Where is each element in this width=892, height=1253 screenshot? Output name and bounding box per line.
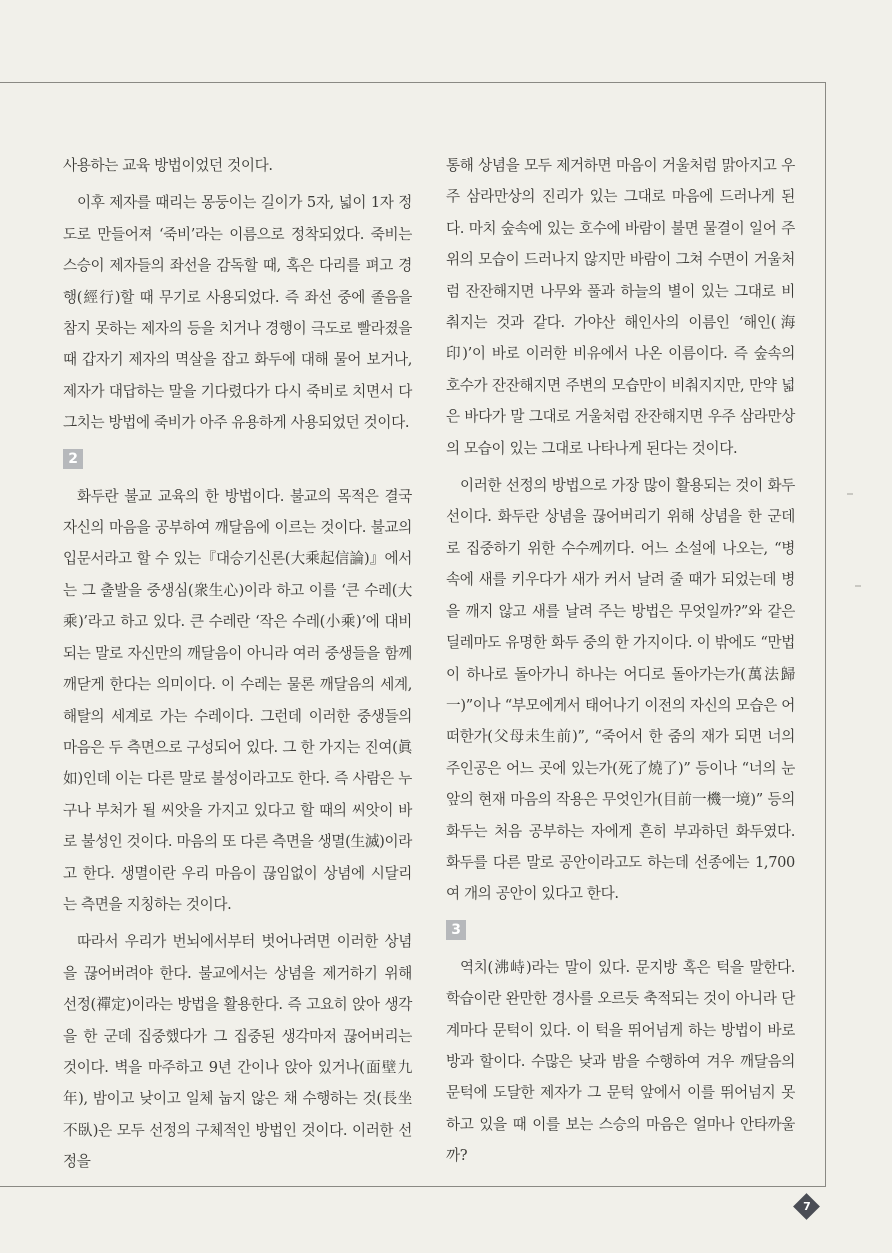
edge-mark [847, 493, 853, 495]
paragraph: 이러한 선정의 방법으로 가장 많이 활용되는 것이 화두선이다. 화두란 상념을 끊어버리기 위해 상념을 한 군데로 집중하기 위한 수수께끼다. 어느 소설에 나오는, “병 속에 새를 키우다가 새가 커서 날려 줄 때가 되었는데 병을 깨지 않고 새를 날려 주는 방법은 무엇일까?”와 같은 딜레마도 유명한 화두 중의 한 가지이다. 이 밖에도 “만법이 하나로 돌아가니 하나는 어디로 돌아가는가(萬法歸一)”이나 “부모에게서 태어나기 이전의 자신의 모습은 어떠한가(父母未生前)”, “죽어서 한 줌의 재가 되면 너의 주인공은 어느 곳에 있는가(死了燒了)” 등이나 “너의 눈 앞의 현재 마음의 작용은 무엇인가(目前一機一境)” 등의 화두는 처음 공부하는 자에게 흔히 부과하던 화두였다. 화두를 다른 말로 공안이라고도 하는데 선종에는 1,700여 개의 공안이 있다고 한다. [446, 477, 795, 903]
paragraph: 이후 제자를 때리는 몽둥이는 길이가 5자, 넓이 1자 정도로 만들어져 ‘죽비’라는 이름으로 정착되었다. 죽비는 스승이 제자들의 좌선을 감독할 때, 혹은 다리를 펴고 경행(經行)할 때 무기로 사용되었다. 즉 좌선 중에 졸음을 참지 못하는 제자의 등을 치거나 경행이 극도로 빨라졌을 때 갑자기 제자의 멱살을 잡고 화두에 대해 물어 보거나, 제자가 대답하는 말을 기다렸다가 다시 죽비로 치면서 다그치는 방법에 죽비가 아주 유용하게 사용되었던 것이다. [63, 194, 412, 432]
edge-mark [855, 585, 861, 587]
paragraph: 역치(沸峙)라는 말이 있다. 문지방 혹은 턱을 말한다. 학습이란 완만한 경사를 오르듯 축적되는 것이 아니라 단계마다 문턱이 있다. 이 턱을 뛰어넘게 하는 방법이 바로 방과 할이다. 수많은 낮과 밤을 수행하여 겨우 깨달음의 문턱에 도달한 제자가 그 문턱 앞에서 이를 뛰어넘지 못하고 있을 때 이를 보는 스승의 마음은 얼마나 안타까울까? [446, 958, 795, 1165]
paragraph: 사용하는 교육 방법이었던 것이다. [63, 157, 273, 174]
paragraph: 통해 상념을 모두 제거하면 마음이 거울처럼 맑아지고 우주 삼라만상의 진리가 있는 그대로 마음에 드러나게 된다. 마치 숲속에 있는 호수에 바람이 불면 물결이 일어 주위의 모습이 드러나지 않지만 바람이 그쳐 수면이 거울처럼 잔잔해지면 나무와 풀과 하늘의 별이 있는 그대로 비춰지는 것과 같다. 가야산 해인사의 이름인 ‘해인(海印)’이 바로 이러한 비유에서 나온 이름이다. 즉 숲속의 호수가 잔잔해지면 주변의 모습만이 비춰지지만, 만약 넓은 바다가 말 그대로 거울처럼 잔잔해지면 우주 삼라만상의 모습이 있는 그대로 나타나게 된다는 것이다. [446, 157, 795, 457]
paragraph: 화두란 불교 교육의 한 방법이다. 불교의 목적은 결국 자신의 마음을 공부하여 깨달음에 이르는 것이다. 불교의 입문서라고 할 수 있는『대승기신론(大乘起信論)』에서는 그 출발을 중생심(衆生心)이라 하고 이를 ‘큰 수레(大乘)’라고 하고 있다. 큰 수레란 ‘작은 수레(小乘)’에 대비되는 말로 자신만의 깨달음이 아니라 여러 중생들을 함께 깨닫게 한다는 의미이다. 이 수레는 물론 깨달음의 세계, 해탈의 세계로 가는 수레이다. 그런데 이러한 중생들의 마음은 두 측면으로 구성되어 있다. 그 한 가지는 진여(眞如)인데 이는 다른 말로 불성이라고도 한다. 즉 사람은 누구나 부처가 될 씨앗을 가지고 있다고 할 때의 씨앗이 바로 불성인 것이다. 마음의 또 다른 측면을 생멸(生滅)이라고 한다. 생멸이란 우리 마음이 끊임없이 상념에 시달리는 측면을 지칭하는 것이다. [63, 487, 412, 913]
paragraph: 따라서 우리가 번뇌에서부터 벗어나려면 이러한 상념을 끊어버려야 한다. 불교에서는 상념을 제거하기 위해 선정(禪定)이라는 방법을 활용한다. 즉 고요히 앉아 생각을 한 군데 집중했다가 그 집중된 생각마저 끊어버리는 것이다. 벽을 마주하고 9년 간이나 앉아 있거나(面壁九年), 밤이고 낮이고 일체 눕지 않은 채 수행하는 것(長坐不臥)은 모두 선정의 구체적인 방법인 것이다. 이러한 선정을 [63, 933, 412, 1171]
section-marker-3: 3 [446, 920, 466, 940]
section-marker-2: 2 [63, 449, 83, 469]
left-column [63, 150, 412, 1178]
page-number-label: 7 [803, 1200, 811, 1213]
page-number [794, 1194, 820, 1220]
right-column [446, 150, 795, 1172]
